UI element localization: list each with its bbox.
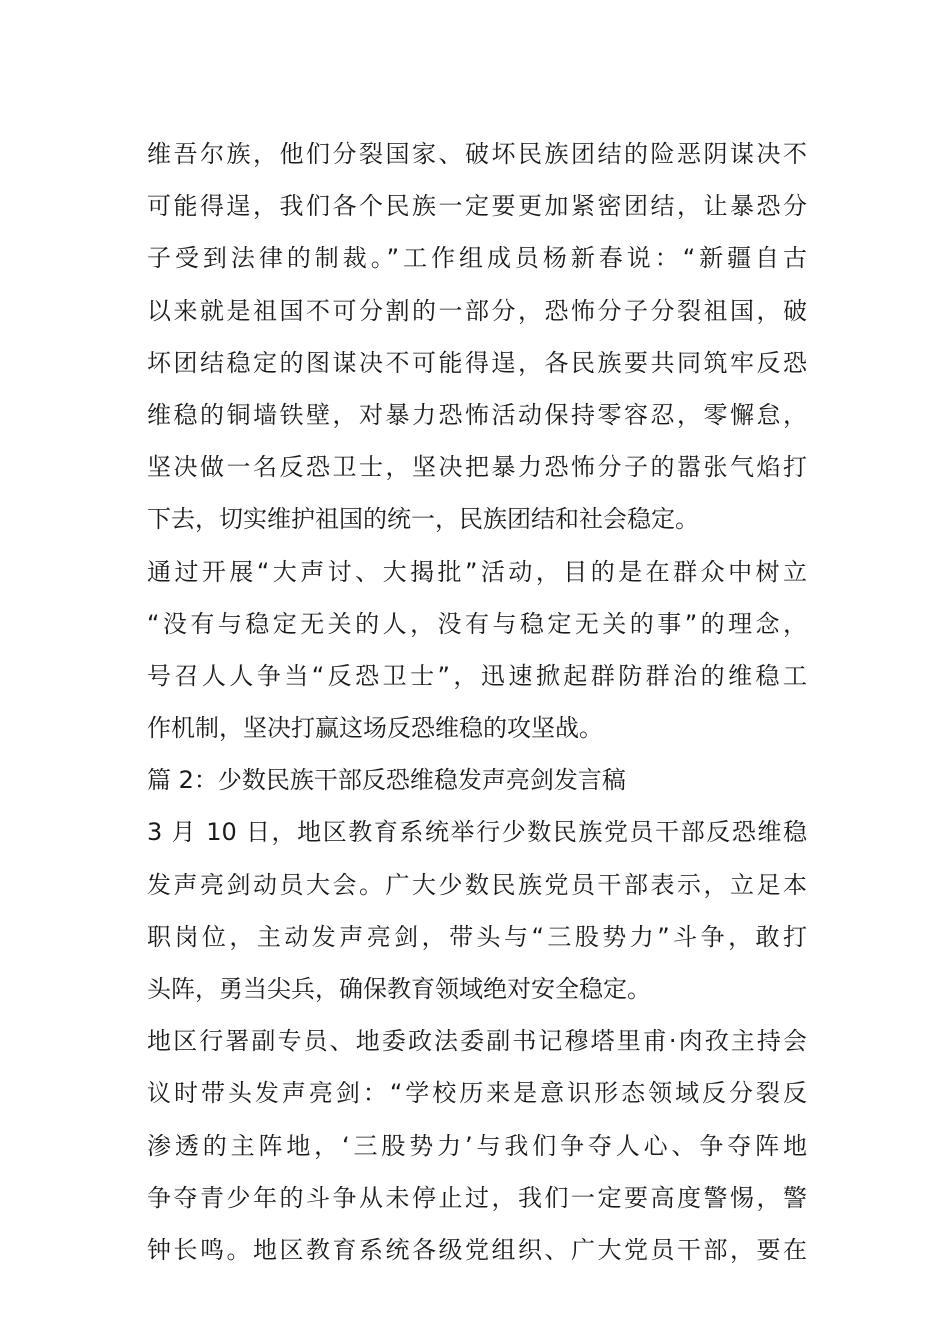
- text-line: 地区行署副专员、地委政法委副书记穆塔里甫·肉孜主持会: [147, 1027, 807, 1056]
- text-line: 子受到法律的制裁。”工作组成员杨新春说：“新疆自古: [147, 244, 807, 273]
- text-line: 渗透的主阵地，‘三股势力’与我们争夺人心、争夺阵地: [147, 1131, 807, 1160]
- text-line: 以来就是祖国不可分割的一部分，恐怖分子分裂祖国，破: [147, 296, 807, 325]
- text-line: 3 月 10 日，地区教育系统举行少数民族党员干部反恐维稳: [147, 818, 807, 847]
- text-line-paragraph-end: 头阵，勇当尖兵，确保教育领域绝对安全稳定。: [147, 975, 651, 1003]
- text-line: 议时带头发声亮剑：“学校历来是意识形态领域反分裂反: [147, 1079, 807, 1108]
- section-heading: 篇 2：少数民族干部反恐维稳发声亮剑发言稿: [147, 766, 626, 795]
- text-line: 争夺青少年的斗争从未停止过，我们一定要高度警惕，警: [147, 1183, 807, 1212]
- text-line: 坚决做一名反恐卫士，坚决把暴力恐怖分子的嚣张气焰打: [147, 453, 807, 482]
- body-text: [147, 128, 807, 1276]
- text-line: 通过开展“大声讨、大揭批”活动，目的是在群众中树立: [147, 557, 807, 586]
- text-line: “没有与稳定无关的人，没有与稳定无关的事”的理念，: [147, 609, 807, 638]
- text-line: 可能得逞，我们各个民族一定要更加紧密团结，让暴恐分: [147, 192, 807, 221]
- text-line-paragraph-end: 下去，切实维护祖国的统一，民族团结和社会稳定。: [147, 505, 699, 534]
- text-line: 坏团结稳定的图谋决不可能得逞，各民族要共同筑牢反恐: [147, 348, 807, 377]
- text-line: 钟长鸣。地区教育系统各级党组织、广大党员干部，要在: [147, 1235, 807, 1264]
- text-line: 维稳的铜墙铁壁，对暴力恐怖活动保持零容忍，零懈怠，: [147, 400, 807, 429]
- text-line-paragraph-end: 作机制，坚决打赢这场反恐维稳的攻坚战。: [147, 714, 603, 743]
- text-line: 号召人人争当“反恐卫士”，迅速掀起群防群治的维稳工: [147, 661, 807, 690]
- text-line: 职岗位，主动发声亮剑，带头与“三股势力”斗争，敢打: [147, 922, 807, 951]
- text-line: 发声亮剑动员大会。广大少数民族党员干部表示，立足本: [147, 870, 807, 899]
- text-line: 维吾尔族，他们分裂国家、破坏民族团结的险恶阴谋决不: [147, 140, 807, 168]
